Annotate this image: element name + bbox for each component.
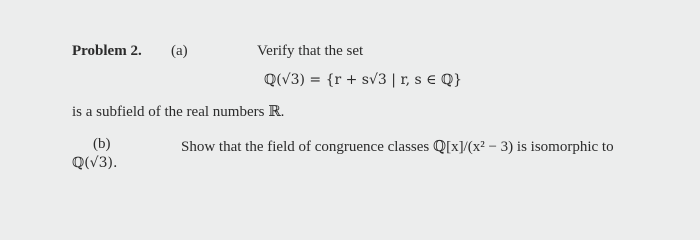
part-a-label: (a) [171, 43, 188, 59]
set-definition-equation: ℚ(√3) = {r + s√3 | r, s ∈ ℚ} [264, 72, 463, 88]
part-b-label: (b) [93, 136, 111, 152]
part-b-continuation: ℚ(√3). [72, 155, 118, 171]
part-b-text: Show that the field of congruence classes ℚ[x]/(x² − 3) is isomorphic to [181, 139, 614, 155]
part-a-text: Verify that the set [257, 43, 364, 59]
problem-heading: Problem 2. [72, 43, 142, 59]
part-a-conclusion: is a subfield of the real numbers ℝ. [72, 104, 285, 120]
